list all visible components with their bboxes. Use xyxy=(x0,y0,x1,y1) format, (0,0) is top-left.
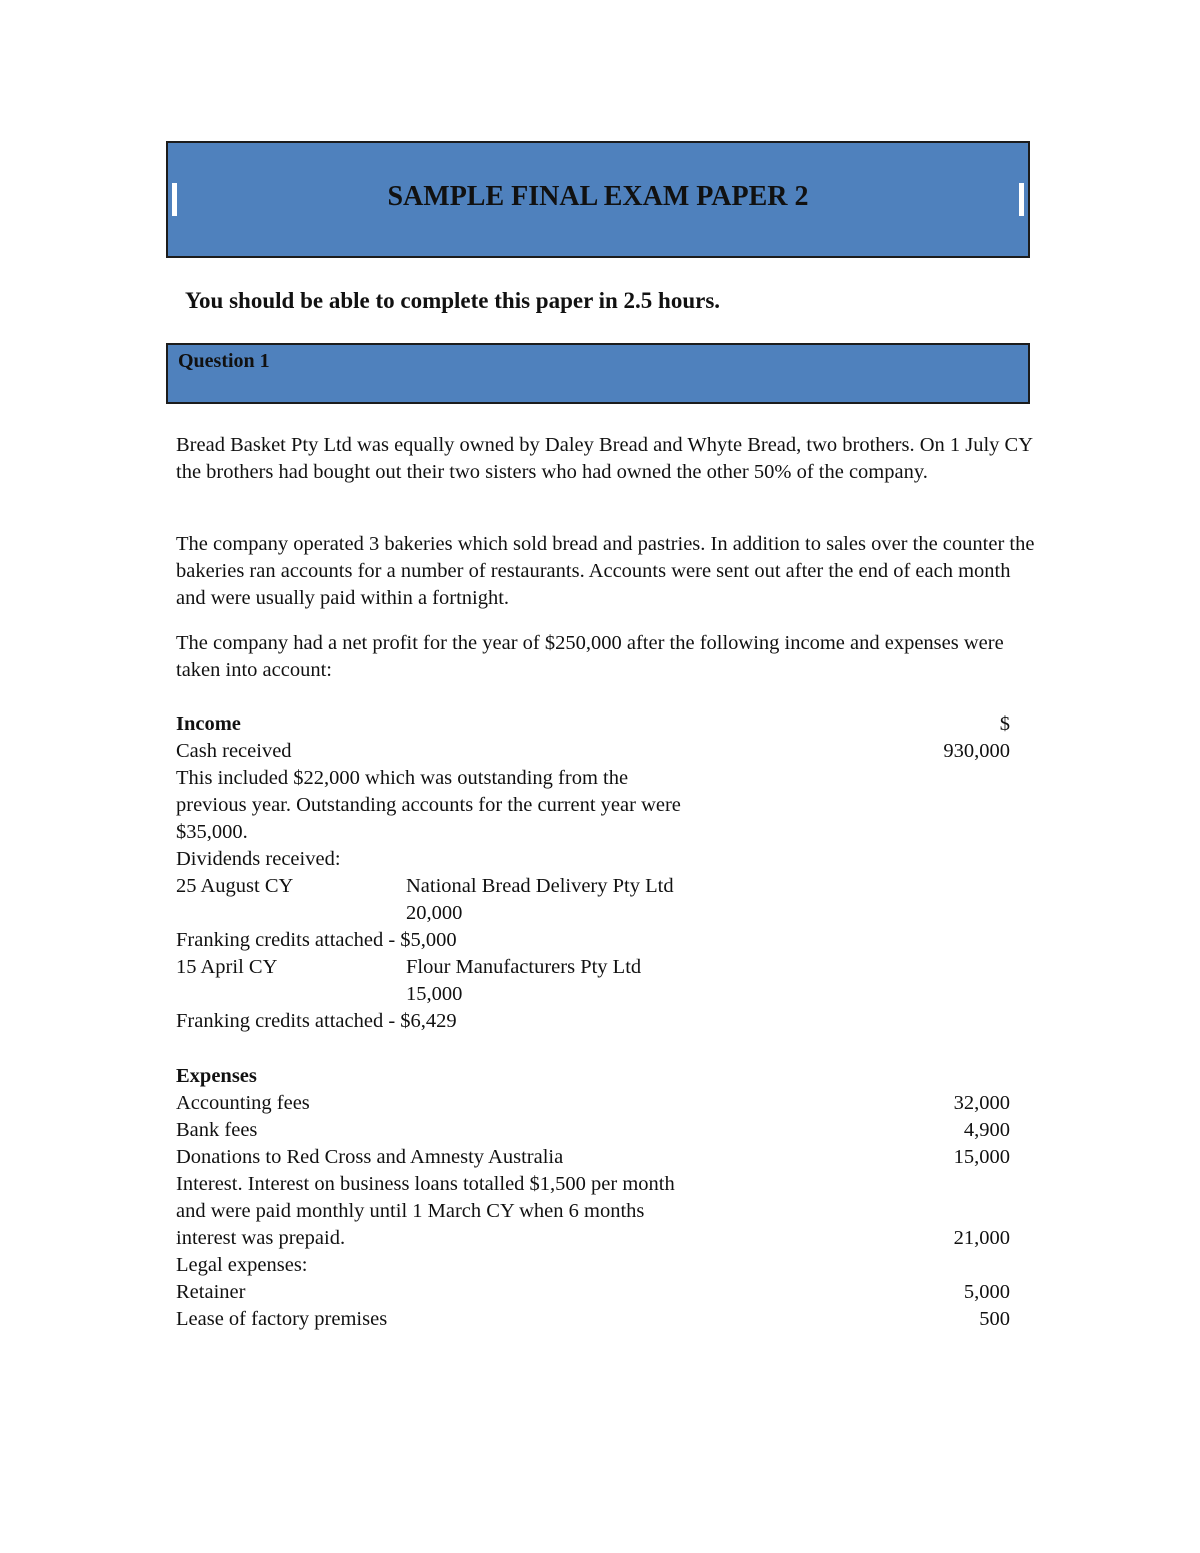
expense-line-label: Legal expenses: xyxy=(176,1254,308,1276)
expenses-heading-row xyxy=(176,1063,1010,1090)
income-line-amount: 930,000 xyxy=(943,740,1010,762)
expense-line-amount: 500 xyxy=(979,1308,1010,1330)
expense-line-label: Bank fees xyxy=(176,1119,258,1141)
income-line xyxy=(176,765,1010,792)
time-notice: You should be able to complete this paper in 2.5 hours. xyxy=(185,288,721,313)
page-title: SAMPLE FINAL EXAM PAPER 2 xyxy=(387,181,809,212)
income-line-label: $35,000. xyxy=(176,821,248,843)
expense-line-amount: 32,000 xyxy=(953,1092,1010,1114)
income-line-label: This included $22,000 which was outstanding from the xyxy=(176,767,629,789)
income-line xyxy=(176,954,1010,981)
income-line xyxy=(176,873,1010,900)
paragraph-net-profit: The company had a net profit for the year of $250,000 after the following income and expenses were taken into account: xyxy=(176,632,1004,681)
question-banner xyxy=(166,343,1030,404)
expense-line xyxy=(176,1144,1010,1171)
income-line-detail: 20,000 xyxy=(406,902,463,924)
expense-line-label: Lease of factory premises xyxy=(176,1308,388,1330)
expense-line-label: Retainer xyxy=(176,1281,246,1303)
currency-symbol: $ xyxy=(999,713,1010,735)
income-line-label: 15 April CY xyxy=(176,956,278,978)
paragraph-ownership: Bread Basket Pty Ltd was equally owned by Daley Bread and Whyte Bread, two brothers. On 1 July CY the brothers had bought out their two sisters who had owned the other 50% of the company. xyxy=(176,434,1033,483)
income-line-label: Franking credits attached - $5,000 xyxy=(176,929,457,951)
expense-line-amount: 15,000 xyxy=(953,1146,1010,1168)
question-label: Question 1 xyxy=(178,350,270,372)
income-line-detail: 15,000 xyxy=(406,983,463,1005)
expense-line xyxy=(176,1306,1010,1333)
income-line-label: Dividends received: xyxy=(176,848,341,870)
income-line xyxy=(176,792,1010,819)
expense-line-label: Accounting fees xyxy=(176,1092,310,1114)
income-line-label: Cash received xyxy=(176,740,292,762)
expenses-heading: Expenses xyxy=(176,1065,257,1087)
income-line xyxy=(176,738,1010,765)
income-line-detail: Flour Manufacturers Pty Ltd xyxy=(406,956,642,978)
expense-line xyxy=(176,1225,1010,1252)
income-heading: Income xyxy=(176,713,241,735)
expense-line xyxy=(176,1090,1010,1117)
expense-line xyxy=(176,1117,1010,1144)
income-line xyxy=(176,819,1010,846)
expense-line xyxy=(176,1171,1010,1198)
expense-line-amount: 21,000 xyxy=(953,1227,1010,1249)
income-line-label: Franking credits attached - $6,429 xyxy=(176,1010,457,1032)
income-line-label: 25 August CY xyxy=(176,875,294,897)
expense-line-label: Donations to Red Cross and Amnesty Australia xyxy=(176,1146,564,1168)
paragraph-operations: The company operated 3 bakeries which sold bread and pastries. In addition to sales over the counter the bakeries ran accounts for a number of restaurants. Accounts were sent out after the end of each month and were usually paid within a fortnight. xyxy=(176,533,1035,609)
income-line xyxy=(176,900,1010,927)
expense-line-label: interest was prepaid. xyxy=(176,1227,346,1249)
expense-line-amount: 5,000 xyxy=(963,1281,1010,1303)
expense-line xyxy=(176,1252,1010,1279)
income-line-label: previous year. Outstanding accounts for the current year were xyxy=(176,794,681,816)
expense-line xyxy=(176,1198,1010,1225)
expense-line-label: and were paid monthly until 1 March CY when 6 months xyxy=(176,1200,645,1222)
income-line xyxy=(176,981,1010,1008)
income-line xyxy=(176,927,1010,954)
income-line xyxy=(176,1008,1010,1035)
expense-line xyxy=(176,1279,1010,1306)
expense-line-amount: 4,900 xyxy=(963,1119,1010,1141)
income-heading-row xyxy=(176,711,1010,738)
title-banner xyxy=(166,141,1030,258)
income-line-detail: National Bread Delivery Pty Ltd xyxy=(406,875,674,897)
income-line xyxy=(176,846,1010,873)
expense-line-label: Interest. Interest on business loans totalled $1,500 per month xyxy=(176,1173,675,1195)
